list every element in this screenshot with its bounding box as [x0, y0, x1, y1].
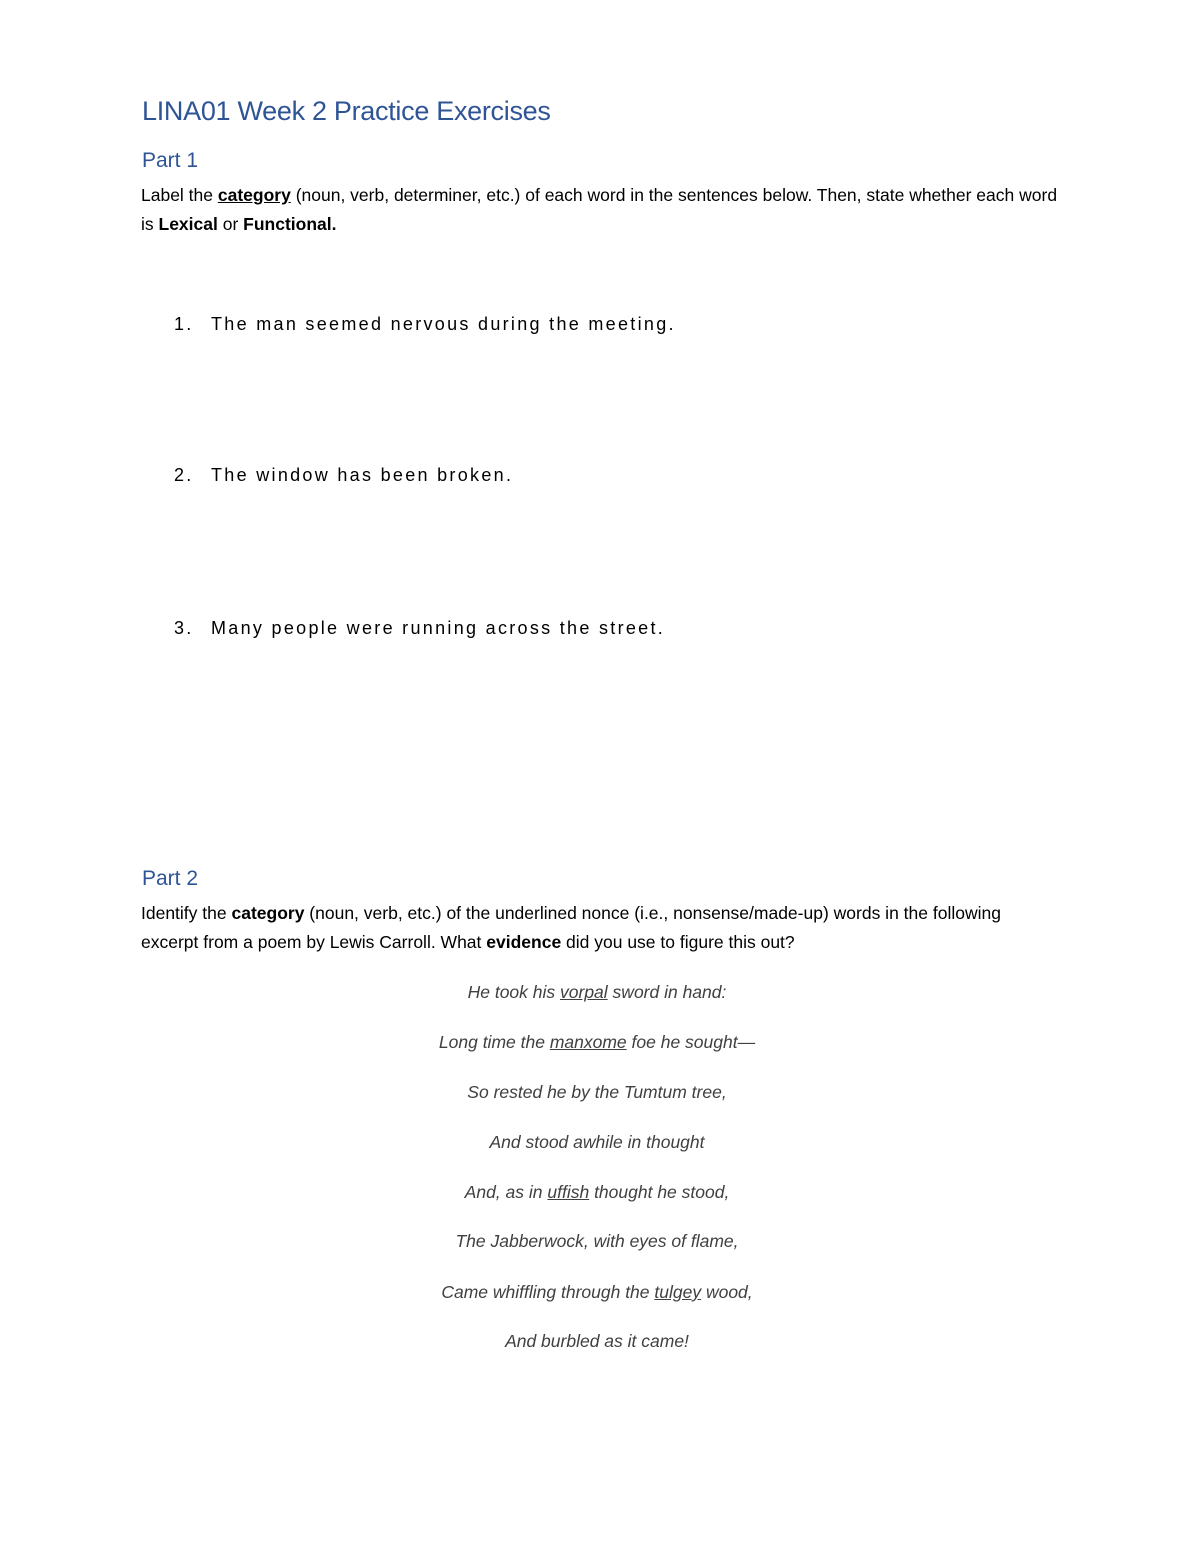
poem-line-5: And, as in uffish thought he stood,	[464, 1182, 730, 1202]
exercise-number: 3.	[174, 618, 194, 638]
exercise-sentence: The man seemed nervous during the meeting.	[211, 314, 676, 334]
exercise-item-3	[174, 618, 665, 639]
part2-heading: Part 2	[142, 867, 199, 890]
exercise-item-2	[174, 465, 513, 486]
poem-line-2: Long time the manxome foe he sought—	[438, 1032, 756, 1052]
nonce-word: uffish	[547, 1182, 590, 1202]
exercise-sentence: Many people were running across the street.	[211, 618, 666, 638]
part1-heading: Part 1	[142, 149, 199, 172]
nonce-word: manxome	[549, 1032, 627, 1052]
poem-line-4: And stood awhile in thought	[489, 1132, 705, 1152]
nonce-word: tulgey	[654, 1282, 702, 1302]
poem-line-8: And burbled as it came!	[505, 1331, 689, 1351]
part1-instructions: Label the category (noun, verb, determiner, etc.) of each word in the sentences below. Then, state whether each word is Lexical or Functional.	[141, 185, 1058, 234]
part2-instructions: Identify the category (noun, verb, etc.) of the underlined nonce (i.e., nonsense/made-up) words in the following excerpt from a poem by Lewis Carroll. What evidence did you use to figure this out?	[141, 903, 1001, 952]
exercise-item-1	[174, 314, 676, 335]
page-title: LINA01 Week 2 Practice Exercises	[142, 96, 551, 126]
exercise-number: 2.	[174, 465, 194, 485]
poem-line-6: The Jabberwock, with eyes of flame,	[455, 1231, 739, 1251]
poem-line-3: So rested he by the Tumtum tree,	[467, 1082, 727, 1102]
exercise-sentence: The window has been broken.	[211, 465, 514, 485]
exercise-number: 1.	[174, 314, 194, 334]
nonce-word: vorpal	[560, 982, 608, 1002]
poem-line-7: Came whiffling through the tulgey wood,	[441, 1282, 753, 1302]
poem-line-1: He took his vorpal sword in hand:	[467, 982, 727, 1002]
